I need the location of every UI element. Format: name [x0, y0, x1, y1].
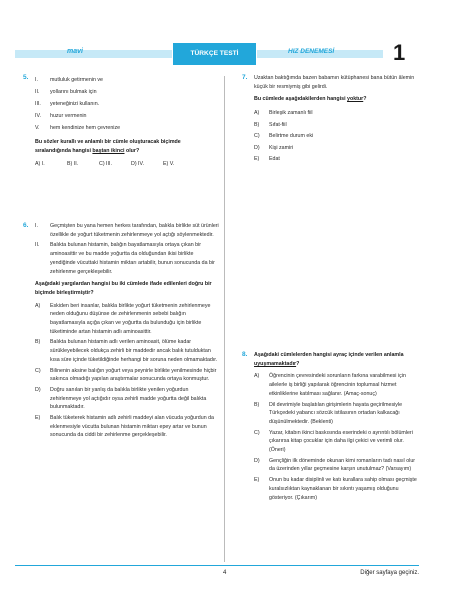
- answer-options: [35, 160, 217, 169]
- question-number: 6.: [23, 222, 29, 229]
- header-subtitle: HIZ DENEMESİ: [288, 48, 335, 55]
- option-d[interactable]: D) Gençliğin ilk döneminde okunan kimi romanların tadı nasıl olur da üzerinden yıllar geçmesine karşın unutulmaz? (Varsayım): [254, 457, 416, 473]
- question-stem: Aşağıdaki yargılardan hangisi bu iki cümlede ifade edilenleri doğru bir biçimde birleştirmiştir?: [35, 281, 212, 296]
- item-text: huzur vermenin: [50, 113, 87, 119]
- header-bar-left: [15, 50, 172, 58]
- option-a[interactable]: A) Eskiden beri insanlar, balıkla birlikte yoğurt tüketmenin zehirlenmeye neden olduğunu düşünse de zehirlenmenin sebebi balığın bayatlamasıyla açığa çıkan ve yoğurtta da bulunduğu için birlikte tüketiminde artan histamin adlı aminoasittir.: [35, 302, 211, 335]
- item-text: Balıkta bulunan histamin, balığın bayatlamasıyla ortaya çıkan bir aminoasittir ve bu madde yoğurtta da olduğundan ikisi birlikte yendiğinde vücuttaki histamin miktarı artabilir, bunun sonucunda da bir zehirlenme gerçekleşebilir.: [50, 242, 215, 275]
- option-b[interactable]: B) Dil devrimiyle başlatılan girişimlerin hayata geçirilmesiyle Türkçedeki yabancı sözcük istilasının ortadan kalkacağı düşünülmektedir. (Beklenti): [254, 401, 403, 425]
- page-number: 4: [223, 570, 227, 576]
- option-e[interactable]: E) Balık tüketerek histamin adlı zehirli maddeyi alan vücuda yoğurdun da eklenmesiyle vücutta bulunan histamin miktarı epey artar ve bunun sonucunda da ciddi bir zehirlenme gerçekleşebilir.: [35, 415, 215, 439]
- option-a[interactable]: A) I.: [35, 161, 45, 168]
- option-a[interactable]: A) Birleşik zamanlı fiil: [254, 110, 313, 117]
- item-text: mutluluk getirmenin ve: [50, 77, 103, 83]
- item-text: hem kendinize hem çevrenize: [50, 125, 121, 131]
- question-number: 5.: [23, 74, 29, 81]
- page-header: [15, 40, 419, 65]
- option-e[interactable]: E) V.: [163, 161, 175, 168]
- option-c[interactable]: C) III.: [99, 161, 112, 168]
- option-b[interactable]: B) II.: [67, 161, 79, 168]
- item-text: yeteneğinizi kullanın.: [50, 101, 100, 107]
- option-b[interactable]: B) Sıfat-fiil: [254, 121, 287, 128]
- option-c[interactable]: C) Yazar, kitabın ikinci baskısında eserindeki o ayrıntılı bölümleri çıkarırsa kitap çocuklar için daha ilgi çekici ve verimli olur. (Öneri): [254, 429, 413, 454]
- item-label: III.: [35, 101, 41, 107]
- option-d[interactable]: D) IV.: [131, 161, 145, 168]
- option-b[interactable]: B) Balıkta bulunan histamin adlı verilen aminoasit, ölüme kadar sürükleyebilecek oldukça zehirli bir maddedir ancak balık tutulduktan kısa süre içinde tüketildiğinde herhangi bir soruna neden olmamaktadır.: [35, 339, 218, 363]
- item-label: II.: [35, 89, 40, 95]
- option-e[interactable]: E) Edat: [254, 156, 280, 163]
- question-stem: Aşağıdaki cümlelerden hangisi ayraç içinde verilen anlamla uyuşmamaktadır?: [254, 352, 404, 367]
- option-a[interactable]: A) Öğrencinin çevresindeki sorunların farkına varabilmesi için ailelerle iş birliği yapılarak öğrencinin toplumsal hizmet etkinliklerine katılması sağlanır. (Amaç-sonuç): [254, 373, 406, 397]
- item-label: I.: [35, 77, 38, 83]
- option-e[interactable]: E) Onun bu kadar disiplinli ve katı kurallara sahip olması geçmişte kuralsızlıktan kaynaklanan bir sıkıntı yaşamış olduğunu gösteriyor. (Çıkarım): [254, 477, 417, 501]
- question-5: [23, 74, 217, 169]
- continue-note: Diğer sayfaya geçiniz.: [360, 570, 419, 576]
- header-title: TÜRKÇE TESTİ: [173, 43, 256, 65]
- item-text: yollarını bulmak için: [50, 89, 97, 95]
- column-divider: [224, 76, 225, 562]
- option-c[interactable]: C) Bilinenin aksine balığın yoğurt veya peynirle birlikte yenilmesinde hiçbir sakınca olmadığı yapılan araştırmalar sonucunda ortaya konmuştur.: [35, 367, 217, 383]
- question-7: [242, 74, 420, 166]
- question-stem: Bu cümlede aşağıdakilerden hangisi yoktur?: [254, 96, 367, 103]
- option-d[interactable]: D) Kişi zamiri: [254, 144, 294, 151]
- item-label: V.: [35, 125, 40, 131]
- test-number: 1: [393, 40, 406, 65]
- item-label: IV.: [35, 113, 41, 119]
- option-c[interactable]: C) Belirtme durum eki: [254, 133, 314, 140]
- header-brand: mavi: [67, 48, 83, 55]
- question-number: 7.: [242, 74, 248, 81]
- question-text: Uzaktan baktığımda bazen babamın kütüphanesi bana bütün âlemin küçük bir resmiymiş gibi gelirdi.: [254, 75, 415, 90]
- item-label: I.: [35, 223, 38, 229]
- question-number: 8.: [242, 351, 248, 358]
- question-8: [242, 351, 420, 502]
- item-text: Geçmişten bu yana hemen herkes tarafından, balıkla birlikte süt ürünleri özellikle de yoğurt tüketmenin zehirlenmeye yol açtığı söylenmektedir.: [50, 223, 219, 238]
- question-stem: Bu sözler kurallı ve anlamlı bir cümle oluşturacak biçimde sıralandığında hangisi baştan ikinci olur?: [35, 139, 181, 154]
- item-label: II.: [35, 242, 40, 249]
- question-6: [23, 222, 219, 440]
- option-d[interactable]: D) Doğru sanılan bir yanlış da balıkla birlikte yenilen yoğurdun zehirlenmeye yol açtığıdır oysa zehirli madde yoğurtta değil balıkta bulunmaktadır.: [35, 386, 207, 411]
- page-footer: [15, 565, 419, 586]
